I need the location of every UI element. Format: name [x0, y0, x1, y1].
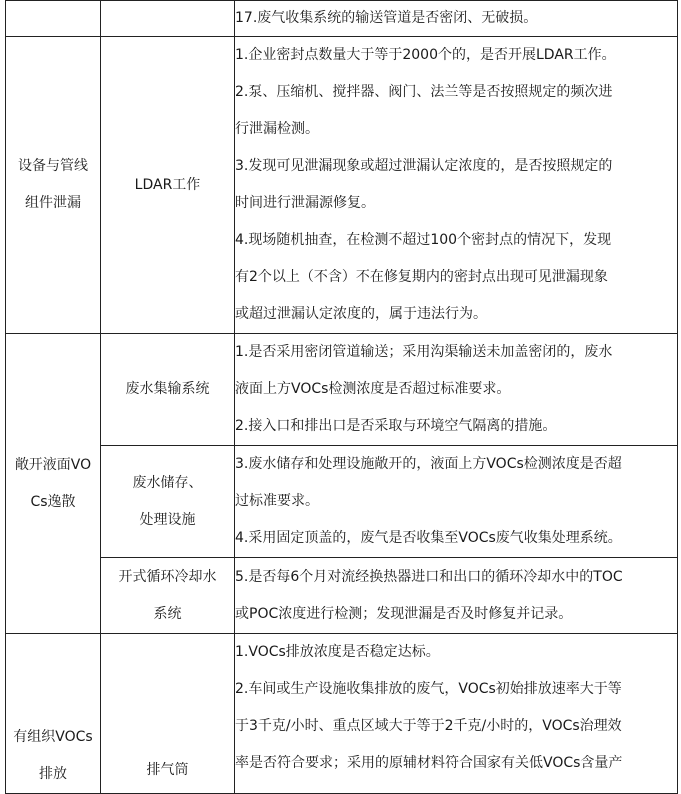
category-label: 设备与管线 [18, 158, 88, 174]
subcategory-label: LDAR工作 [134, 176, 201, 193]
check-item: 5.是否每6个月对流经换热器进口和出口的循环冷却水中的TOC [235, 568, 623, 585]
check-item: 2.泵、压缩机、搅拌器、阀门、法兰等是否按照规定的频次进 [235, 84, 613, 100]
table-row [6, 634, 678, 794]
category-label: 组件泄漏 [25, 195, 81, 211]
subcategory-label: 开式循环冷却水 [118, 568, 217, 585]
inspection-table [5, 0, 678, 794]
subcategory-cell [101, 558, 235, 634]
table-row [6, 37, 678, 334]
subcategory-label: 处理设施 [139, 511, 196, 528]
subcategory-cell [101, 634, 235, 794]
category-label: 排放 [39, 766, 67, 782]
check-item: 1.企业密封点数量大于等于2000个的，是否开展LDAR工作。 [235, 47, 616, 63]
subcategory-cell [101, 446, 235, 558]
check-item: 率是否符合要求；采用的原辅材料符合国家有关低VOCs含量产 [235, 755, 623, 771]
subcategory-label: 废水集输系统 [125, 381, 210, 397]
check-item: 时间进行泄漏源修复。 [235, 195, 375, 211]
check-item: 4.采用固定顶盖的，废气是否收集至VOCs废气收集处理系统。 [235, 530, 622, 546]
table-row [6, 1, 678, 37]
table-row [6, 558, 678, 634]
subcategory-cell-empty [101, 1, 235, 37]
check-items-cell [235, 37, 678, 334]
check-items-cell [235, 634, 678, 794]
check-items-cell [235, 334, 678, 446]
check-item: 17.废气收集系统的输送管道是否密闭、无破损。 [235, 10, 538, 26]
check-item: 或POC浓度进行检测；发现泄漏是否及时修复并记录。 [235, 605, 573, 622]
check-item: 2.车间或生产设施收集排放的废气，VOCs初始排放速率大于等 [235, 681, 622, 697]
subcategory-label: 排气筒 [146, 762, 189, 778]
check-item: 1.是否采用密闭管道输送；采用沟渠输送未加盖密闭的，废水 [235, 344, 613, 360]
check-item: 3.废水储存和处理设施敞开的，液面上方VOCs检测浓度是否超 [235, 456, 622, 472]
table-row [6, 446, 678, 558]
category-label: Cs逸散 [30, 493, 76, 510]
category-cell [6, 334, 101, 634]
subcategory-cell [101, 37, 235, 334]
check-item: 有2个以上（不含）不在修复期内的密封点出现可见泄漏现象 [235, 269, 608, 285]
check-item: 2.接入口和排出口是否采取与环境空气隔离的措施。 [235, 418, 557, 434]
category-label: 敞开液面VO [14, 456, 92, 473]
subcategory-cell [101, 334, 235, 446]
category-cell-empty [6, 1, 101, 37]
check-items-cell [235, 558, 678, 634]
check-items-cell [235, 1, 678, 37]
category-label: 有组织VOCs [13, 729, 93, 745]
subcategory-label: 废水储存、 [132, 474, 203, 491]
subcategory-label: 系统 [153, 605, 182, 622]
category-cell [6, 37, 101, 334]
check-item: 于3千克/小时、重点区域大于等于2千克/小时的，VOCs治理效 [235, 718, 622, 734]
table-row [6, 334, 678, 446]
check-item: 行泄漏检测。 [235, 121, 319, 137]
check-items-cell [235, 446, 678, 558]
category-cell [6, 634, 101, 794]
check-item: 3.发现可见泄漏现象或超过泄漏认定浓度的，是否按照规定的 [235, 158, 613, 174]
check-item: 4.现场随机抽查，在检测不超过100个密封点的情况下，发现 [235, 232, 612, 248]
check-item: 过标准要求。 [235, 493, 319, 509]
check-item: 液面上方VOCs检测浓度是否超过标准要求。 [235, 381, 511, 397]
check-item: 或超过泄漏认定浓度的，属于违法行为。 [235, 306, 487, 322]
check-item: 1.VOCs排放浓度是否稳定达标。 [235, 644, 440, 660]
